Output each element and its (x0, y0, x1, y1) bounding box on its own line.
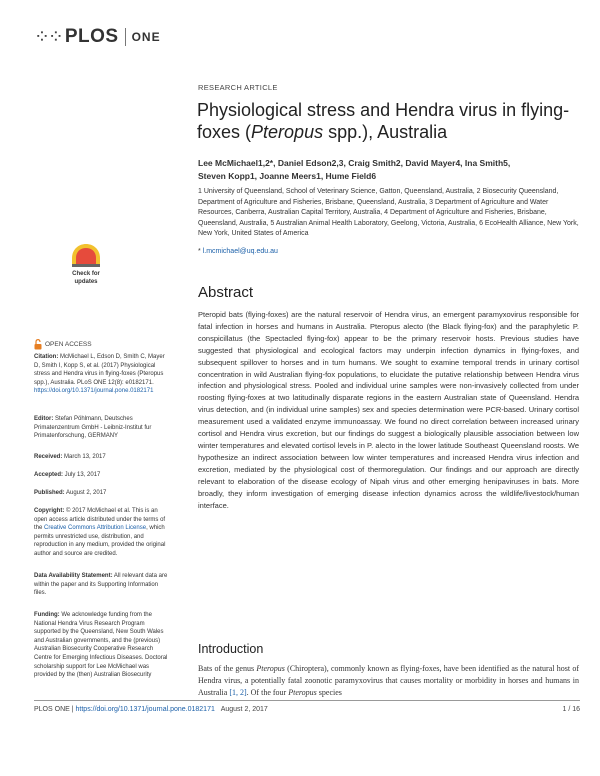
footer-date: August 2, 2017 (220, 706, 268, 713)
check-for-updates-icon (63, 242, 109, 288)
license-link[interactable]: Creative Commons Attribution License (44, 525, 147, 532)
logo-dots-icon: ⁘⁘ (34, 26, 62, 48)
intro-text-d: species (316, 687, 342, 697)
accepted-label: Accepted: (34, 472, 64, 478)
citation-label: Citation: (34, 354, 59, 360)
affiliations: 1 University of Queensland, School of Veterinary Science, Gatton, Queensland, Australia, 2 Biosecurity Queensland, Department of Agriculture and Fisheries, Brisbane, Queensland, Australia, 3 Department of Agriculture and Water Resources, Canberra, Australian Capital Territory, Australia, 4 Department of Agriculture and Fisheries, Brisbane, Queensland, Australia, 5 Australian Animal Health Laboratory, Geelong, Victoria, Australia, 6 EcoHealth Alliance, New York, New York, United States of America (198, 188, 579, 237)
open-access-label: OPEN ACCESS (45, 341, 92, 348)
accepted-block (34, 471, 169, 480)
data-availability-block (34, 572, 169, 598)
check-for-updates-badge[interactable] (63, 242, 109, 288)
editor-label: Editor: (34, 416, 54, 422)
authors-line-2: Steven Kopp1, Joanne Meers1, Hume Field6 (198, 171, 377, 181)
abstract-heading: Abstract (198, 284, 254, 301)
article-title (197, 99, 577, 143)
published-label: Published: (34, 490, 65, 496)
citation-block (34, 353, 169, 396)
published-date: August 2, 2017 (64, 490, 107, 496)
citation-doi-link[interactable]: https://doi.org/10.1371/journal.pone.0182171 (34, 388, 154, 395)
email-star: * (198, 248, 201, 255)
logo-plos-text: PLOS (64, 26, 119, 47)
footer-separator: | (69, 706, 76, 713)
corresponding-email (198, 248, 278, 255)
authors-line-1: Lee McMichael1,2*, Daniel Edson2,3, Craig Smith2, David Mayer4, Ina Smith5, (198, 158, 511, 168)
logo-separator (125, 28, 126, 46)
received-date: March 13, 2017 (62, 454, 106, 460)
footer-journal: PLOS ONE (34, 706, 70, 713)
editor-text: Stefan Pöhlmann, Deutsches Primatenzentrum GmbH - Leibniz-Institut fur Primatenforschung, GERMANY (34, 416, 152, 440)
intro-text-c: . Of the four (246, 687, 289, 697)
received-block (34, 453, 169, 462)
intro-italic-2: Pteropus (288, 687, 317, 697)
title-part-1: Physiological stress and Hendra virus in flying-foxes ( (197, 100, 570, 142)
accepted-date: July 13, 2017 (63, 472, 101, 478)
data-availability-label: Data Availability Statement: (34, 573, 113, 579)
reference-link[interactable]: [1, 2] (229, 687, 247, 697)
open-lock-icon (34, 339, 42, 350)
funding-block (34, 611, 169, 680)
title-part-2: spp.), Australia (323, 122, 448, 142)
intro-text-a: Bats of the genus (198, 664, 257, 673)
title-italic: Pteropus (251, 122, 324, 142)
page-footer (34, 706, 580, 713)
logo-one-text: ONE (131, 30, 161, 44)
editor-block (34, 415, 169, 441)
intro-text-b: (Chiroptera), commonly known as flying-foxes, have been identified as the natural host of Hendra virus, a potentially fatal zoonotic paramyxovirus that causes mortality or morbidity in horses and humans in Australia (198, 664, 579, 697)
email-link[interactable]: l.mcmichael@uq.edu.au (202, 248, 278, 255)
copyright-block (34, 507, 169, 559)
introduction-text (198, 663, 579, 698)
copyright-text-b: , which permits unrestricted use, distribution, and reproduction in any medium, provided the original author and source are credited. (34, 525, 166, 557)
citation-text: McMichael L, Edson D, Smith C, Mayer D, Smith I, Kopp S, et al. (2017) Physiological stress and Hendra virus in flying-foxes (Pteropus spp.), Australia. PLoS ONE 12(8): e0182171. (34, 354, 165, 386)
footer-divider (34, 700, 580, 701)
received-label: Received: (34, 454, 63, 460)
intro-italic-1: Pteropus (256, 664, 285, 673)
data-availability-text: All relevant data are within the paper and its Supporting Information files. (34, 573, 168, 597)
abstract-text: Pteropid bats (flying-foxes) are the natural reservoir of Hendra virus, an emergent paramyxovirus responsible for fatal infection in horses and humans in Australia. Pteropus alecto (the Black flying-fox) and the paraphyletic P. conspicillatus (the Spectacled flying-fox) appear to be the primary reservoir hosts. Previous studies have suggested that physiological and ecological factors may underpin infection dynamics in flying-foxes, and subsequent spillover to horses and in turn humans. We sought to examine temporal trends in urinary cortisol concentration in wild Australian flying-fox populations, to elucidate the putative relationship between Hendra virus infection and physiological stress. Pooled and individual urine samples were non-invasively collected from under roosting flying-foxes at two latitudinally disparate regions in the eastern Australian state of Queensland. Hendra virus detection, and (in individual urine samples) sex and species determination were PCR-based. Urinary cortisol measurement used a validated enzyme immunoassay. We found no direct correlation between increased urinary cortisol and Hendra virus excretion, but our findings do suggest a biologically plausible association between low winter temperatures and elevated cortisol levels in P. alecto in the lower latitude Southeast Queensland roosts. We hypothesize an indirect association between low winter temperatures and increased Hendra virus infection and excretion, mediated by the physiological cost of thermoregulation. Our findings and our approach are directly relevant to elaboration of the disease ecology of Nipah virus and other emerging henipaviruses in bats. More broadly, they inform investigation of emerging disease infection dynamics across the wildlife/livestock/human interface. (198, 310, 579, 510)
article-type: RESEARCH ARTICLE (198, 83, 278, 92)
copyright-text-a: © 2017 McMichael et al. This is an open access article distributed under the terms of the (34, 508, 166, 532)
page-number: 1 / 16 (562, 706, 580, 713)
published-block (34, 489, 169, 498)
check-label: Check for (72, 271, 100, 277)
open-access-badge (34, 339, 92, 350)
updates-label: updates (74, 279, 98, 285)
introduction-heading: Introduction (198, 642, 264, 656)
funding-label: Funding: (34, 612, 60, 618)
author-list (198, 157, 578, 183)
footer-doi-link[interactable]: https://doi.org/10.1371/journal.pone.0182171 (75, 706, 215, 713)
funding-text: We acknowledge funding from the National Hendra Virus Research Program supported by the Queensland, New South Wales and Australian governments, and the (previous) Australian Biosecurity Cooperative Research Centre for Emerging Infectious Diseases. Doctoral scholarship support for Lee McMichael was provided by the (then) Australian Biosecurity (34, 612, 168, 679)
plos-one-logo (34, 26, 161, 48)
copyright-label: Copyright: (34, 508, 65, 514)
